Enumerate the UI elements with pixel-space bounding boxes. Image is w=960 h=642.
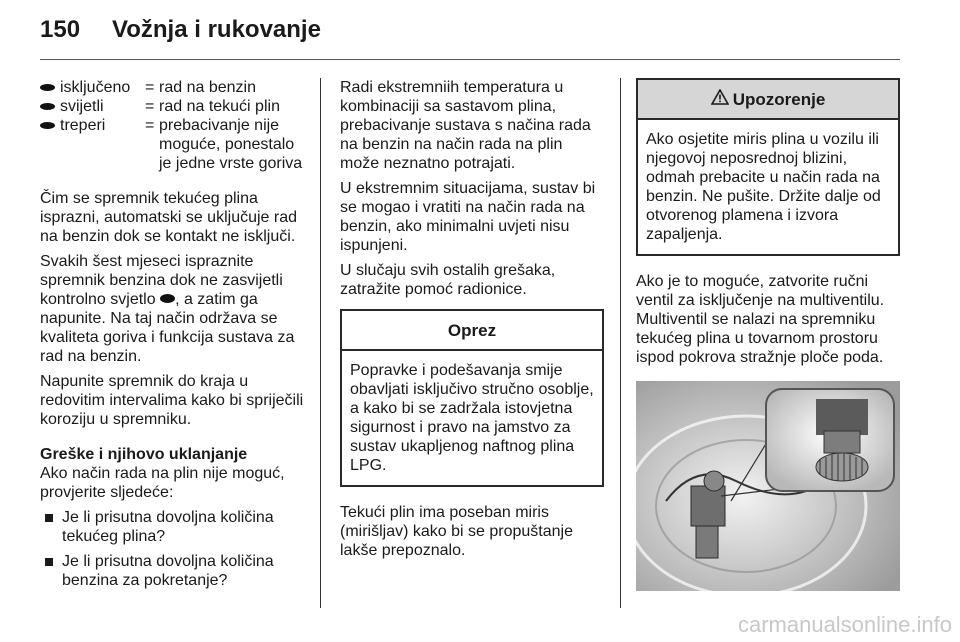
column-right [636, 78, 900, 591]
watermark: carmanualsonline.info [737, 612, 952, 637]
legend-equals: = [145, 79, 155, 96]
warning-title: Upozorenje [732, 89, 826, 109]
square-bullet-icon [45, 558, 53, 566]
paragraph: Radi ekstremniih temperatura u kombinaciji sa sastavom plina, prebacivanje sustava s načina rada na benzin na način rada na plin može neznatno potrajati. [340, 79, 591, 172]
legend-state: isključeno [40, 78, 145, 97]
column-middle [340, 78, 604, 566]
legend-equals: = [145, 117, 155, 134]
paragraph: U slučaju svih ostalih grešaka, zatražite pomoć radionice. [340, 262, 556, 298]
legend-equals: = [145, 98, 155, 115]
multivalve-illustration [636, 381, 900, 591]
page-number: 150 [40, 16, 81, 43]
lpg-indicator-lamp-icon [160, 294, 175, 303]
list-item: Je li prisutna dovoljna količina tekućeg plina? [40, 508, 304, 546]
square-bullet-icon [45, 514, 53, 522]
warning-box [636, 78, 900, 256]
warning-triangle-icon [711, 89, 729, 109]
column-divider [320, 78, 321, 608]
warning-header [638, 80, 898, 120]
caution-title: Oprez [342, 311, 602, 351]
column-left [40, 78, 304, 596]
paragraph: Ako je to moguće, zatvorite ručni ventil za isključenje na multiventilu. Multiventil se nalazi na spremniku tekućeg plina u tovarnom prostoru ispod pokrova stražnje ploče poda. [636, 273, 885, 366]
page-title: Vožnja i rukovanje [112, 16, 321, 43]
paragraph: Ako način rada na plin nije moguć, provjerite sljedeće: [40, 465, 285, 501]
lpg-indicator-lamp-icon [40, 103, 55, 110]
caution-box [340, 309, 604, 487]
paragraph: Tekući plin ima poseban miris (mirišljav) kako bi se propuštanje lakše prepoznalo. [340, 504, 573, 559]
legend-meaning: rad na tekući plin [159, 98, 280, 115]
paragraph: Napunite spremnik do kraja u redovitim intervalima kako bi spriječili koroziju u spremniku. [40, 373, 304, 428]
column-divider [620, 78, 621, 608]
indicator-legend [40, 78, 304, 173]
paragraph: U ekstremnim situacijama, sustav bi se mogao i vratiti na način rada na benzin, ako minimalni uvjeti nisu ispunjeni. [340, 180, 596, 254]
warning-text: Ako osjetite miris plina u vozilu ili njegovoj neposrednoj blizini, odmah prebacite u način rada na benzin. Ne pušite. Držite dalje od otvorenog plamena i izvora zapaljenja. [646, 131, 881, 243]
legend-state: svijetli [40, 97, 145, 116]
legend-meaning: rad na benzin [159, 79, 256, 96]
legend-state: treperi [40, 116, 145, 173]
list-item: Je li prisutna dovoljna količina benzina za pokretanje? [40, 552, 304, 590]
caution-text: Popravke i podešavanja smije obavljati isključivo stručno osoblje, a kako bi se zadržala istovjetna sigurnost i pravo na jamstvo za sustav ukapljenog naftnog plina LPG. [350, 362, 594, 474]
header-divider [40, 59, 900, 60]
paragraph: Čim se spremnik tekućeg plina isprazni, automatski se uključuje rad na benzin dok se kontakt ne isključi. [40, 190, 298, 245]
section-heading: Greške i njihovo uklanjanje [40, 446, 248, 463]
paragraph: Svakih šest mjeseci ispraznite spremnik benzina dok ne zasvijetli kontrolno svjetlo , a zatim ga napunite. Na taj način održava se kvaliteta goriva i funkcija sustava za rad na benzin. [40, 253, 295, 365]
lpg-indicator-lamp-icon [40, 84, 55, 91]
legend-meaning: prebacivanje nije moguće, ponestalo je jedne vrste goriva [159, 117, 303, 172]
lpg-indicator-lamp-icon [40, 122, 55, 129]
